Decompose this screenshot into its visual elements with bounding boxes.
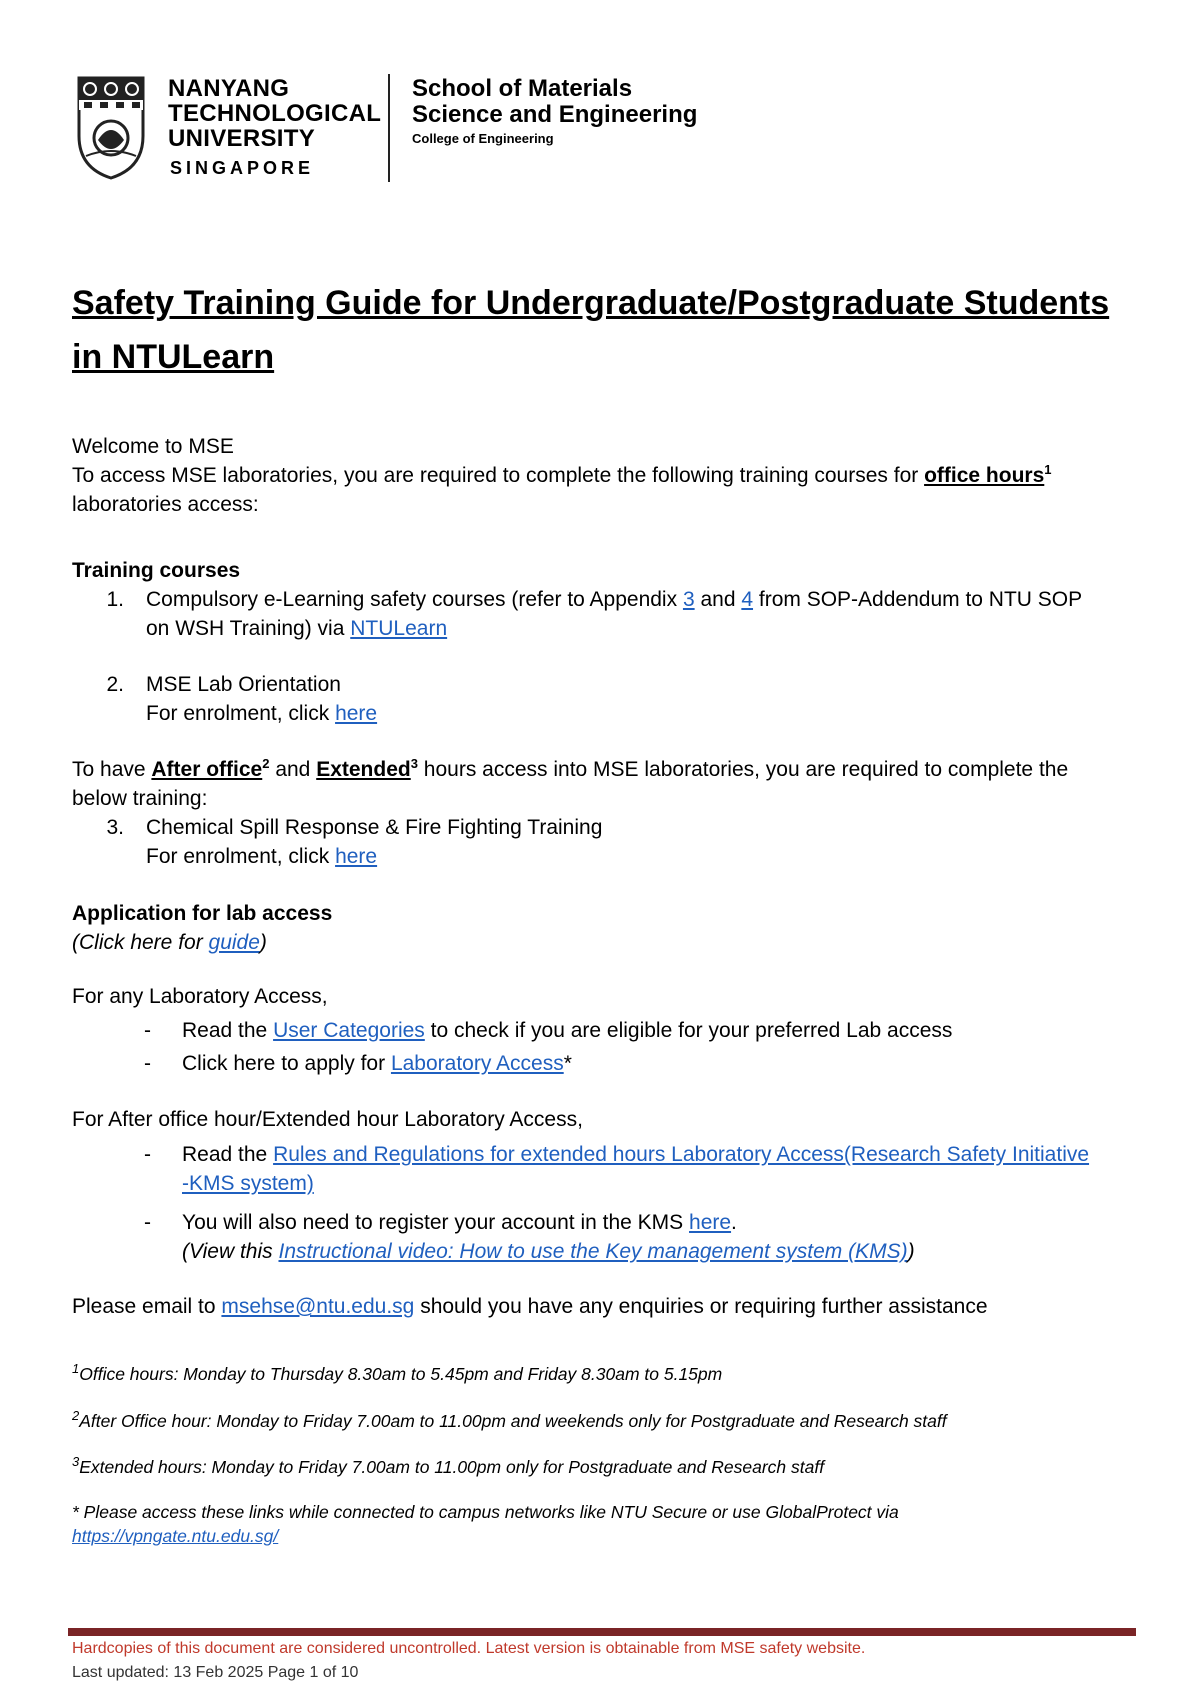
kms-video-link[interactable]: Instructional video: How to use the Key management system (KMS) bbox=[278, 1240, 908, 1263]
laboratory-access-link[interactable]: Laboratory Access bbox=[390, 1052, 564, 1075]
page-title: Safety Training Guide for Undergraduate/Postgraduate Students in NTULearn bbox=[72, 284, 1110, 376]
vpngate-link[interactable]: https://vpngate.ntu.edu.sg/ bbox=[72, 1526, 279, 1546]
after-hours-requirement-2: below training: bbox=[72, 787, 208, 810]
lab-access-bullet-1: - Read the User Categories to check if you are eligible for your preferred Lab access bbox=[144, 1019, 953, 1042]
lab-access-bullet-2: - Click here to apply for Laboratory Access* bbox=[144, 1052, 572, 1075]
after-hours-bullet-1: - Read the Rules and Regulations for extended hours Laboratory Access(Research Safety Initiative -KMS system) bbox=[144, 1143, 1090, 1195]
training-item-label: MSE Lab Orientation bbox=[146, 673, 341, 696]
rules-regulations-link-cont[interactable]: -KMS system) bbox=[182, 1172, 314, 1195]
office-hours-term: office hours bbox=[924, 464, 1045, 487]
footer-rule bbox=[68, 1628, 1136, 1636]
ntu-crest-icon bbox=[76, 76, 146, 180]
school-name: School of Materials Science and Engineering bbox=[412, 75, 698, 128]
intro-line: To access MSE laboratories, you are required to complete the following training courses for office hours$^1$ bbox=[72, 462, 1052, 487]
appendix-3-link[interactable]: 3 bbox=[682, 588, 695, 611]
training-item-label: Chemical Spill Response & Fire Fighting Training bbox=[146, 816, 603, 839]
training-item-2: 2. MSE Lab Orientation For enrolment, click here bbox=[100, 670, 1160, 728]
training-heading: Training courses bbox=[72, 559, 241, 582]
footnote-ref-1: 1 bbox=[1044, 462, 1052, 477]
training-item-1: 1. Compulsory e-Learning safety courses (refer to Appendix 3 and 4 from SOP-Addendum to NTU SOP on WSH Training) via NTULearn bbox=[100, 585, 1160, 643]
email-link[interactable]: msehse@ntu.edu.sg bbox=[221, 1295, 415, 1318]
welcome-text: Welcome to MSE bbox=[72, 435, 234, 458]
footnote-3: $^3$Extended hours: Monday to Friday 7.00am to 11.00pm only for Postgraduate and Research staff bbox=[72, 1454, 825, 1477]
training-item-3: 3. Chemical Spill Response & Fire Fighting Training For enrolment, click here bbox=[100, 813, 1160, 871]
college-name: College of Engineering bbox=[412, 131, 554, 146]
footer-updated: Last updated: 13 Feb 2025 Page 1 of 10 bbox=[72, 1664, 359, 1681]
logo-divider bbox=[388, 74, 390, 182]
fire-training-enrol-link[interactable]: here bbox=[335, 845, 378, 868]
kms-register-link[interactable]: here bbox=[689, 1211, 732, 1234]
after-hours-bullet-2: - You will also need to register your account in the KMS here. (View this Instructional video: How to use the Key management system (KMS)) bbox=[144, 1211, 915, 1263]
application-heading: Application for lab access bbox=[72, 902, 333, 925]
item-number: 1. bbox=[106, 588, 124, 611]
after-hours-intro: For After office hour/Extended hour Laboratory Access, bbox=[72, 1108, 583, 1131]
footer-notice: Hardcopies of this document are considered uncontrolled. Latest version is obtainable from MSE safety website. bbox=[72, 1640, 866, 1657]
contact-line: Please email to msehse@ntu.edu.sg should you have any enquiries or requiring further assistance bbox=[72, 1295, 988, 1318]
footnote-star: * Please access these links while connected to campus networks like NTU Secure or use GlobalProtect via https://vpngate.ntu.edu.sg/ bbox=[72, 1502, 899, 1546]
user-categories-link[interactable]: User Categories bbox=[273, 1019, 425, 1042]
lab-access-intro: For any Laboratory Access, bbox=[72, 985, 328, 1008]
guide-link[interactable]: guide bbox=[208, 931, 260, 954]
university-country: SINGAPORE bbox=[170, 158, 315, 178]
orientation-enrol-link[interactable]: here bbox=[335, 702, 378, 725]
intro-line-2: laboratories access: bbox=[72, 493, 259, 516]
university-name: NANYANG TECHNOLOGICAL UNIVERSITY bbox=[168, 75, 382, 152]
footnote-2: $^2$After Office hour: Monday to Friday 7.00am to 11.00pm and weekends only for Postgraduate and Research staff bbox=[72, 1408, 947, 1431]
guide-line: (Click here for guide) bbox=[72, 931, 267, 954]
rules-regulations-link[interactable]: Rules and Regulations for extended hours Laboratory Access(Research Safety Initiative bbox=[273, 1143, 1090, 1166]
ntulearn-link[interactable]: NTULearn bbox=[350, 617, 448, 640]
after-hours-requirement: To have After office$^2$ and Extended$^3$ hours access into MSE laboratories, you are required to complete the bbox=[72, 756, 1069, 781]
item-number: 3. bbox=[106, 816, 124, 839]
footnote-1: $^1$Office hours: Monday to Thursday 8.30am to 5.45pm and Friday 8.30am to 5.15pm bbox=[72, 1361, 723, 1384]
appendix-4-link[interactable]: 4 bbox=[741, 588, 754, 611]
item-number: 2. bbox=[106, 673, 124, 696]
